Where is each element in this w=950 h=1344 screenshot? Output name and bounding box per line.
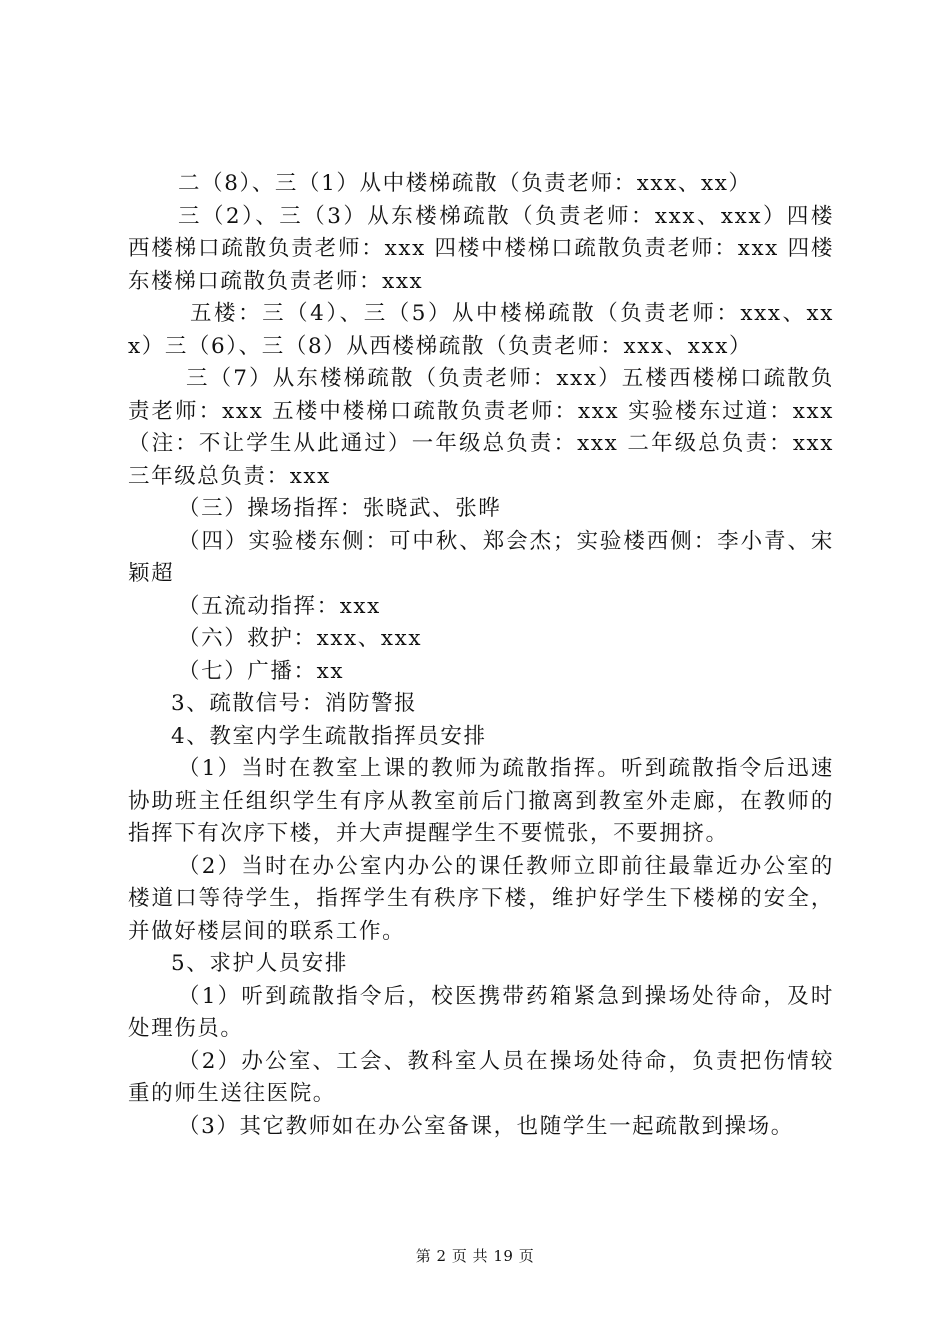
section-heading-classroom: 4、教室内学生疏散指挥员安排 xyxy=(171,723,487,749)
paragraph-classroom-teacher: （1）当时在教室上课的教师为疏散指挥。听到疏散指令后迅速协助班主任组织学生有序从教室前后门撤离到教室外走廊，在教师的指挥下有次序下楼，并大声提醒学生不要慌张，不要拥挤。 xyxy=(128,756,834,846)
paragraph-office-teacher: （2）当时在办公室内办公的课任教师立即前往最靠近办公室的楼道口等待学生，指挥学生有秩序下楼，维护好学生下楼梯的安全，并做好楼层间的联系工作。 xyxy=(128,853,834,944)
paragraph-office-staff: （2）办公室、工会、教科室人员在操场处待命，负责把伤情较重的师生送往医院。 xyxy=(128,1048,834,1106)
document-body xyxy=(128,168,834,1143)
section-heading-rescue: 5、求护人员安排 xyxy=(171,951,348,976)
paragraph-school-doctor: （1）听到疏散指令后，校医携带药箱紧急到操场处待命，及时处理伤员。 xyxy=(128,983,834,1041)
paragraph-evac-floor5-east: 三（7）从东楼梯疏散（负责老师：xxx）五楼西楼梯口疏散负责老师：xxx 五楼中楼梯口疏散负责老师：xxx 实验楼东过道：xxx（注：不让学生从此通过）一年级总负责：xxx 二年级总负责：xxx 三年级总负责：xxx xyxy=(128,366,834,489)
paragraph-evac-floor3-middle: 二（8）、三（1）从中楼梯疏散（负责老师：xxx、xx） xyxy=(178,171,752,196)
paragraph-lab-building: （四）实验楼东侧：可中秋、郑会杰；实验楼西侧：李小青、宋颖超 xyxy=(128,528,834,586)
paragraph-broadcast: （七）广播：xx xyxy=(178,658,345,684)
paragraph-mobile-command: （五流动指挥：xxx xyxy=(178,593,381,619)
paragraph-evac-signal: 3、疏散信号：消防警报 xyxy=(171,691,418,716)
paragraph-first-aid: （六）救护：xxx、xxx xyxy=(178,626,423,651)
paragraph-other-teachers: （3）其它教师如在办公室备课，也随学生一起疏散到操场。 xyxy=(178,1113,794,1139)
paragraph-evac-floor5: 五楼：三（4）、三（5）从中楼梯疏散（负责老师：xxx、xxx）三（6）、三（8）从西楼梯疏散（负责老师：xxx、xxx） xyxy=(128,301,834,359)
paragraph-playground-command: （三）操场指挥：张晓武、张晔 xyxy=(178,496,502,521)
paragraph-evac-floor3-east: 三（2）、三（3）从东楼梯疏散（负责老师：xxx、xxx）四楼西楼梯口疏散负责老师：xxx 四楼中楼梯口疏散负责老师：xxx 四楼东楼梯口疏散负责老师：xxx xyxy=(128,203,834,294)
page-number-footer: 第 2 页 共 19 页 xyxy=(415,1247,535,1265)
